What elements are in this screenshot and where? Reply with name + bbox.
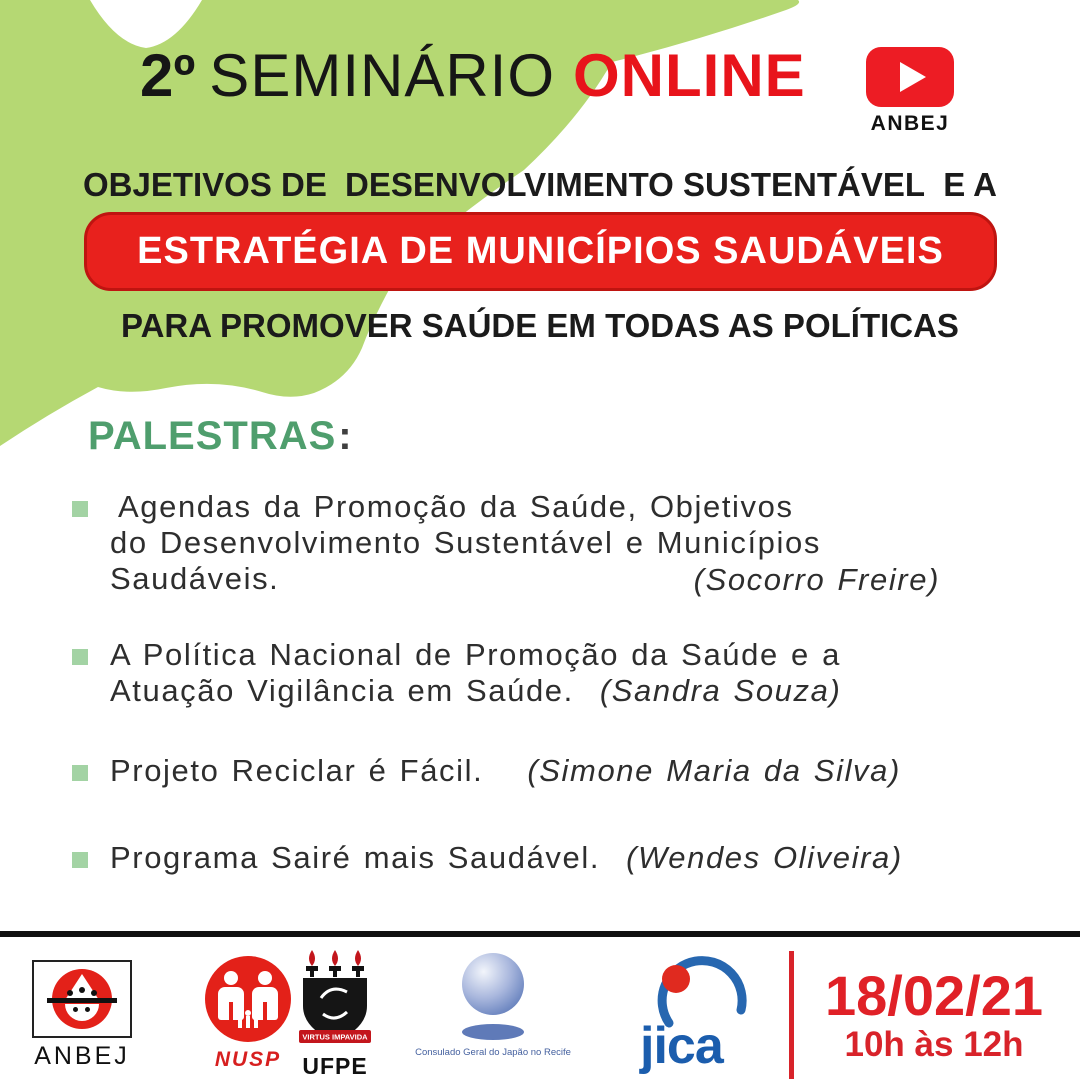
youtube-play-icon: [866, 47, 954, 107]
anbej-band: [47, 998, 117, 1003]
anbej-dot: [67, 990, 73, 996]
talk-4-text: Programa Sairé mais Saudável.: [110, 840, 601, 875]
subtitle-top-seg3: E A: [943, 166, 998, 203]
consulate-label: Consulado Geral do Japão no Recife: [415, 1047, 571, 1058]
talk-1-line-2: do Desenvolvimento Sustentável e Municípios: [110, 525, 821, 560]
anbej-red-circle: [52, 969, 112, 1029]
talk-3-speaker: (Simone Maria da Silva): [527, 753, 901, 788]
talk-4-line: [110, 840, 966, 876]
nusp-circle-icon: [205, 956, 291, 1042]
talk-2-line-1: A Política Nacional de Promoção da Saúde e a: [110, 637, 841, 672]
ufpe-crest-icon: [299, 948, 371, 1048]
date-divider-bar: [789, 951, 794, 1079]
child-icon: [238, 1016, 242, 1028]
talk-1-line-3: Saudáveis.: [110, 561, 280, 596]
anbej-logo: [30, 960, 134, 1071]
talk-1-speaker: (Socorro Freire): [693, 562, 940, 597]
event-time: 10h às 12h: [844, 1025, 1024, 1064]
subtitle-top-seg1: OBJETIVOS DE: [82, 166, 327, 203]
talk-3-line: [110, 753, 966, 789]
talk-item-2: [110, 637, 966, 709]
title-number: 2º: [140, 42, 196, 109]
section-heading: [88, 414, 353, 459]
talk-2-speaker: (Sandra Souza): [599, 673, 842, 708]
ufpe-motto: VIRTUS IMPAVIDA: [302, 1032, 368, 1042]
child-icon: [246, 1016, 250, 1028]
talk-item-4: [110, 840, 966, 876]
jica-logo: [628, 955, 753, 1080]
strategy-banner: [84, 212, 997, 291]
talk-item-1: [110, 489, 966, 597]
strategy-banner-text: ESTRATÉGIA DE MUNICÍPIOS SAUDÁVEIS: [137, 230, 944, 272]
bullet-square-icon: [72, 765, 88, 781]
talk-4-speaker: (Wendes Oliveira): [626, 840, 903, 875]
youtube-channel-label: ANBEJ: [870, 112, 950, 135]
bullet-square-icon: [72, 649, 88, 665]
nusp-logo: [203, 956, 293, 1072]
japan-consulate-logo: [415, 953, 571, 1058]
event-date: 18/02/21: [825, 964, 1043, 1027]
jica-label: jica: [640, 1017, 723, 1075]
subtitle-top-seg2: DESENVOLVIMENTO SUSTENTÁVEL: [345, 166, 926, 203]
talk-3-text: Projeto Reciclar é Fácil.: [110, 753, 484, 788]
anbej-smile-shape: [65, 1004, 99, 1021]
anbej-emblem-icon: [32, 960, 132, 1038]
talk-1-line-1: Agendas da Promoção da Saúde, Objetivos: [118, 489, 794, 524]
nusp-label: NUSP: [214, 1048, 282, 1071]
page-title: [140, 44, 806, 107]
section-heading-colon: :: [338, 414, 353, 458]
anbej-label: ANBEJ: [34, 1042, 130, 1070]
talk-2-line-2: [110, 673, 966, 709]
title-main: SEMINÁRIO: [209, 42, 556, 109]
title-highlight: ONLINE: [573, 42, 806, 109]
child-icon: [254, 1016, 258, 1028]
subtitle-top: [0, 166, 1080, 204]
anbej-dot: [79, 987, 85, 993]
talk-2-line-2-text: Atuação Vigilância em Saúde.: [110, 673, 574, 708]
jica-logo-icon: [628, 955, 753, 1075]
section-heading-text: PALESTRAS: [88, 414, 337, 458]
sphere-icon: [462, 953, 524, 1015]
jica-sun-icon: [662, 965, 690, 993]
ufpe-torches: [306, 950, 364, 977]
bullet-square-icon: [72, 501, 88, 517]
play-triangle-icon: [900, 62, 926, 92]
anbej-dot: [91, 990, 97, 996]
ufpe-label: UFPE: [302, 1053, 368, 1079]
talk-item-3: [110, 753, 966, 789]
ufpe-logo: [299, 948, 371, 1080]
footer-divider-line: [0, 931, 1080, 937]
ellipse-ring-icon: [462, 1024, 524, 1040]
subtitle-bottom: PARA PROMOVER SAÚDE EM TODAS AS POLÍTICAS: [121, 307, 959, 344]
bullet-square-icon: [72, 852, 88, 868]
